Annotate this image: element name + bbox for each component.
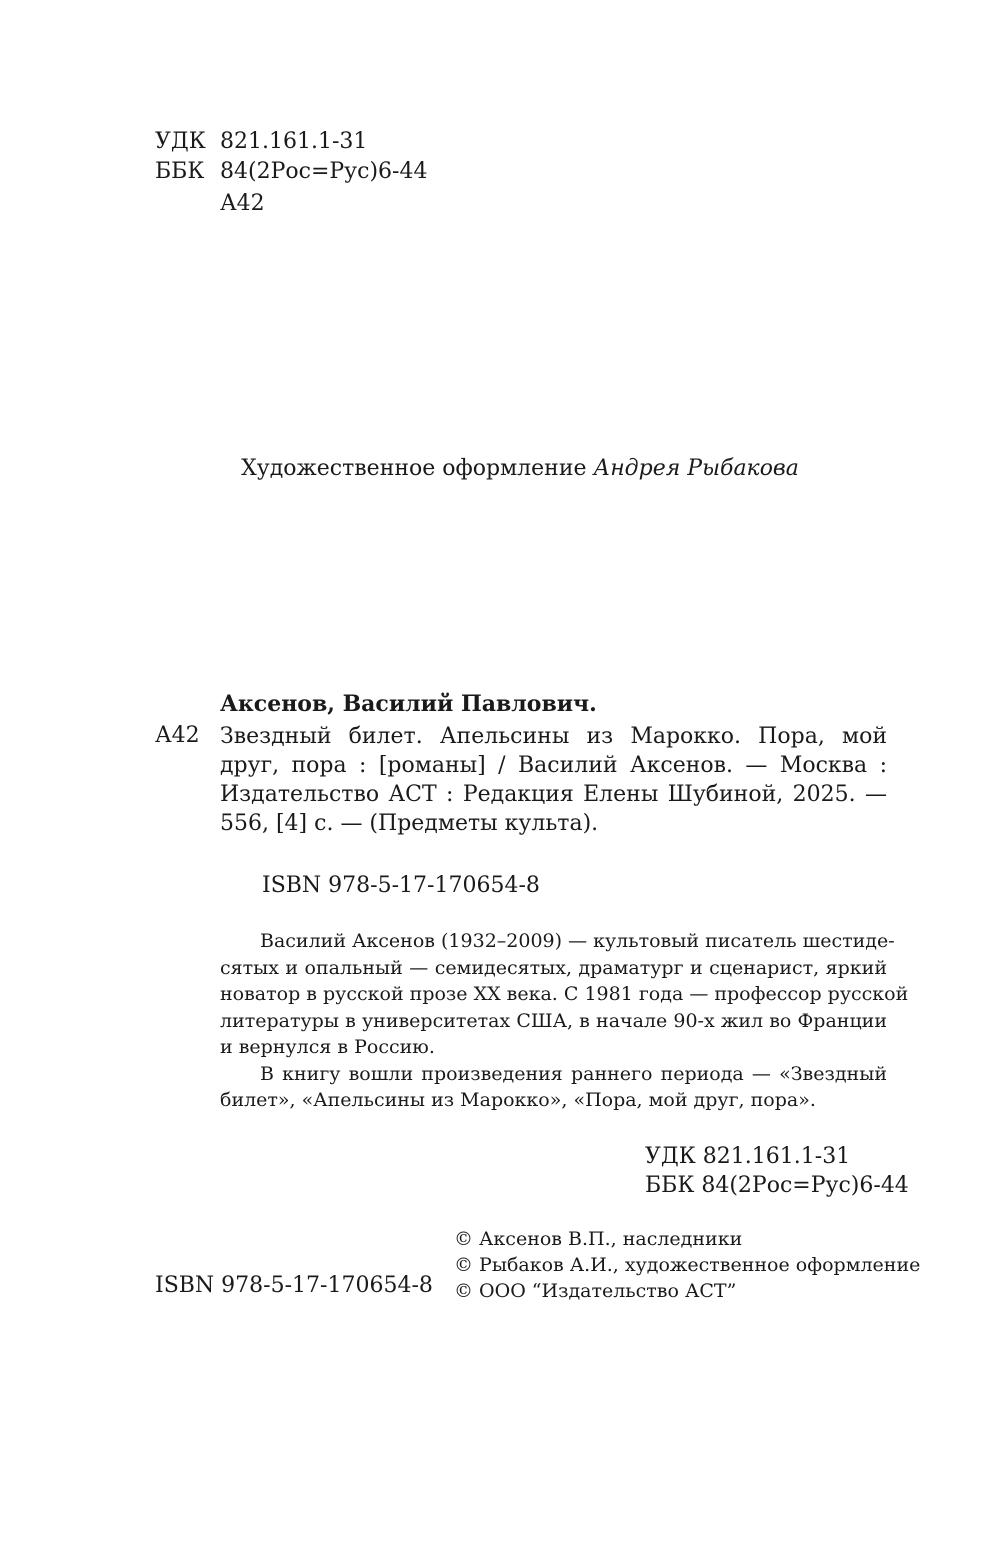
footer-isbn: ISBN 978-5-17-170654-8 <box>155 1273 433 1298</box>
udk-value: 821.161.1-31 <box>220 129 368 154</box>
copyright-line: © Рыбаков А.И., художественное оформление <box>454 1254 921 1276</box>
annotation-line: Василий Аксенов (1932–2009) — культовый писатель шестиде- <box>260 930 895 952</box>
design-credit <box>0 455 1000 483</box>
card-udk: УДК 821.161.1-31 <box>645 1144 851 1169</box>
cutter-mark: А42 <box>220 191 265 216</box>
copyright-line: © ООО “Издательство АСТ” <box>454 1280 737 1302</box>
card-cutter-mark: А42 <box>155 723 200 748</box>
design-credit-text: Художественное оформление <box>241 456 587 481</box>
annotation-line: В книгу вошли произведения раннего периода — «Звездный <box>260 1062 887 1085</box>
bbk-label: ББК <box>155 159 205 184</box>
annotation-line: и вернулся в Россию. <box>220 1036 435 1058</box>
annotation <box>220 928 909 1114</box>
annotation-line: новатор в русской прозе XX века. С 1981 года — профессор русской <box>220 983 909 1005</box>
bibliographic-line: 556, [4] с. — (Предметы культа). <box>220 811 599 836</box>
annotation-line: билет», «Апельсины из Марокко», «Пора, мой друг, пора». <box>220 1089 816 1111</box>
bbk-value: 84(2Рос=Рус)6-44 <box>220 159 428 184</box>
card-bbk: ББК 84(2Рос=Рус)6-44 <box>645 1173 909 1198</box>
annotation-line: литературы в университетах США, в начале 90-х жил во Франции <box>220 1009 887 1032</box>
design-credit-artist: Андрея Рыбакова <box>593 456 799 481</box>
udk-label: УДК <box>155 129 206 154</box>
copyright-line: © Аксенов В.П., наследники <box>454 1228 743 1250</box>
bibliographic-line: друг, пора : [романы] / Василий Аксенов. — Москва : <box>220 753 887 778</box>
bibliographic-description <box>220 722 887 838</box>
author-heading: Аксенов, Василий Павлович. <box>220 691 597 717</box>
annotation-line: сятых и опальный — семидесятых, драматург и сценарист, яркий <box>220 956 887 979</box>
bibliographic-line: Звездный билет. Апельсины из Марокко. Пора, мой <box>220 724 887 749</box>
card-isbn: ISBN 978-5-17-170654-8 <box>262 873 540 898</box>
bibliographic-line: Издательство АСТ : Редакция Елены Шубиной, 2025. — <box>220 782 887 807</box>
